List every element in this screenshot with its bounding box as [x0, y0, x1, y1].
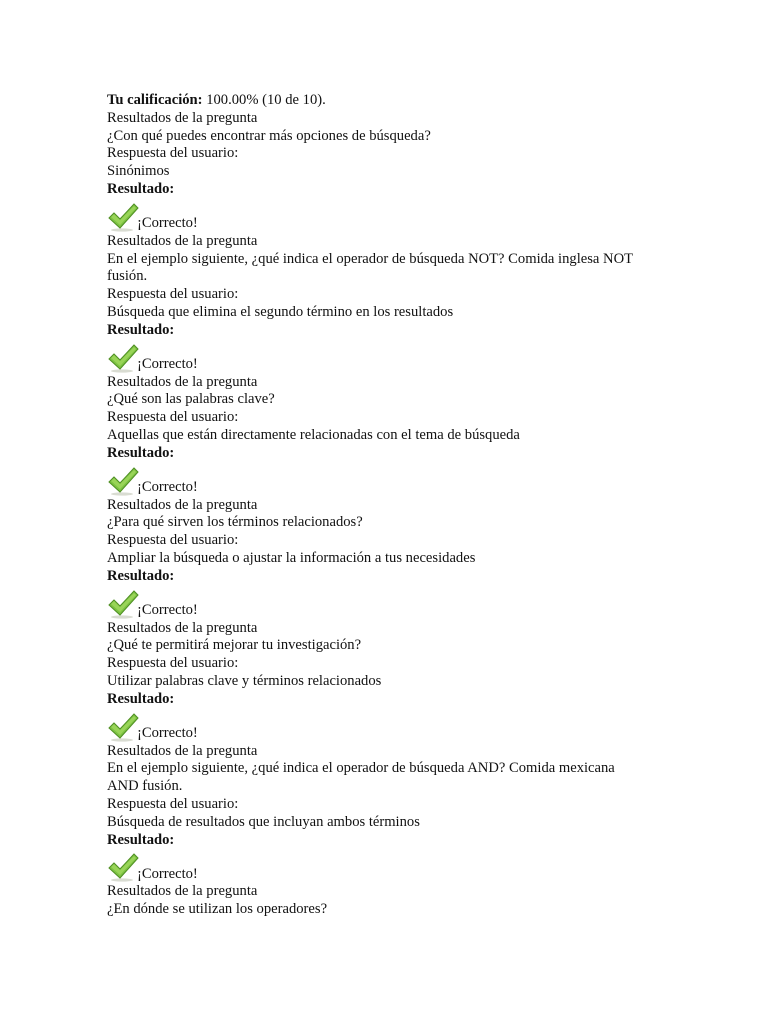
checkmark-icon [107, 465, 139, 497]
result-label: Resultado: [107, 180, 175, 197]
question-block [107, 883, 667, 919]
result-correct [107, 463, 667, 497]
result-label: Resultado: [107, 831, 175, 848]
question-block [107, 233, 667, 374]
user-answer-label: Respuesta del usuario: [107, 655, 239, 672]
result-label: Resultado: [107, 321, 175, 338]
question-results-heading: Resultados de la pregunta [107, 496, 258, 513]
question-text: ¿Con qué puedes encontrar más opciones de búsqueda? [107, 127, 431, 144]
question-text: ¿En dónde se utilizan los operadores? [107, 901, 328, 918]
correct-label: ¡Correcto! [137, 724, 198, 741]
correct-label: ¡Correcto! [137, 214, 198, 231]
result-label: Resultado: [107, 690, 175, 707]
result-label: Resultado: [107, 444, 175, 461]
grade-value: 100.00% (10 de 10). [206, 92, 326, 108]
grade-label: Tu calificación: [107, 92, 203, 108]
question-results-heading: Resultados de la pregunta [107, 883, 258, 900]
result-correct [107, 849, 667, 883]
checkmark-icon [107, 342, 139, 374]
result-correct [107, 709, 667, 743]
question-block [107, 620, 667, 743]
user-answer-text: Búsqueda de resultados que incluyan ambos términos [107, 813, 420, 830]
checkmark-icon [107, 588, 139, 620]
question-results-heading: Resultados de la pregunta [107, 109, 258, 126]
user-answer-label: Respuesta del usuario: [107, 409, 239, 426]
question-text: En el ejemplo siguiente, ¿qué indica el operador de búsqueda NOT? Comida inglesa NOT fusión. [107, 250, 633, 285]
correct-label: ¡Correcto! [137, 865, 198, 882]
result-correct [107, 586, 667, 620]
user-answer-label: Respuesta del usuario: [107, 532, 239, 549]
question-results-heading: Resultados de la pregunta [107, 232, 258, 249]
checkmark-icon [107, 201, 139, 233]
user-answer-label: Respuesta del usuario: [107, 795, 239, 812]
user-answer-label: Respuesta del usuario: [107, 145, 239, 162]
correct-label: ¡Correcto! [137, 355, 198, 372]
question-block [107, 743, 667, 884]
result-label: Resultado: [107, 567, 175, 584]
checkmark-icon [107, 711, 139, 743]
user-answer-text: Sinónimos [107, 163, 170, 180]
user-answer-label: Respuesta del usuario: [107, 286, 239, 303]
question-block [107, 374, 667, 497]
user-answer-text: Ampliar la búsqueda o ajustar la información a tus necesidades [107, 549, 476, 566]
result-correct [107, 199, 667, 233]
question-block [107, 497, 667, 620]
user-answer-text: Aquellas que están directamente relacionadas con el tema de búsqueda [107, 426, 520, 443]
question-text: ¿Para qué sirven los términos relacionados? [107, 514, 363, 531]
question-text: ¿Qué te permitirá mejorar tu investigación? [107, 637, 362, 654]
correct-label: ¡Correcto! [137, 478, 198, 495]
user-answer-text: Utilizar palabras clave y términos relacionados [107, 672, 382, 689]
user-answer-text: Búsqueda que elimina el segundo término en los resultados [107, 303, 454, 320]
correct-label: ¡Correcto! [137, 601, 198, 618]
grade-line [107, 92, 667, 110]
question-results-heading: Resultados de la pregunta [107, 373, 258, 390]
question-text: ¿Qué son las palabras clave? [107, 391, 275, 408]
question-results-heading: Resultados de la pregunta [107, 619, 258, 636]
checkmark-icon [107, 851, 139, 883]
question-text: En el ejemplo siguiente, ¿qué indica el operador de búsqueda AND? Comida mexicana AND fusión. [107, 760, 615, 795]
question-results-heading: Resultados de la pregunta [107, 742, 258, 759]
question-block [107, 110, 667, 233]
result-correct [107, 340, 667, 374]
quiz-results-document [107, 92, 667, 919]
